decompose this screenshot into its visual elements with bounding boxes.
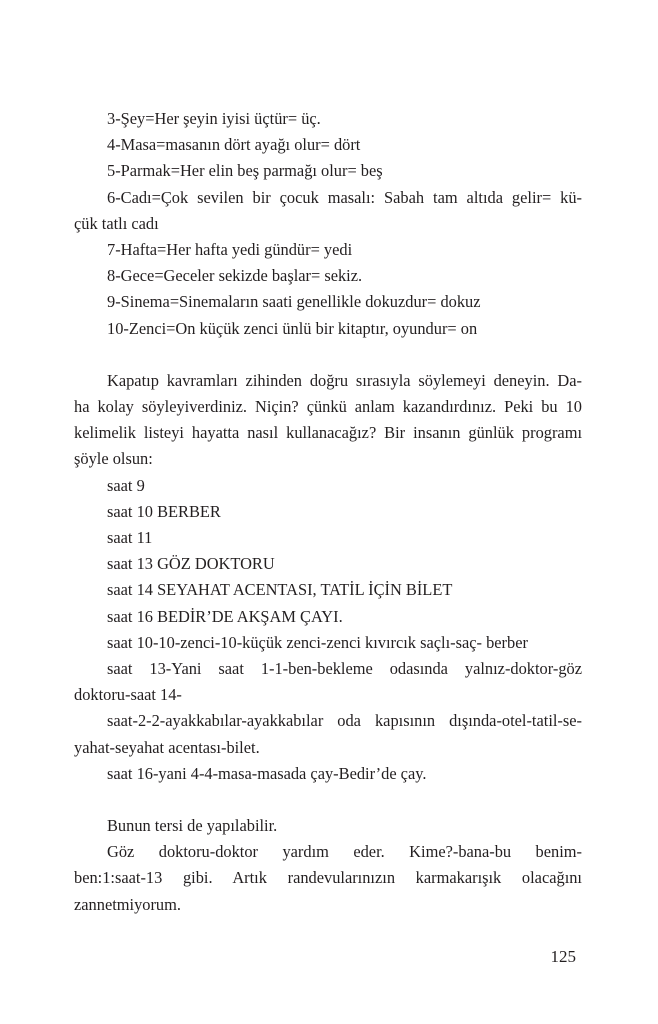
book-page-body [74, 106, 582, 918]
paragraph-line: kelimelik listeyi hayatta nasıl kullanacağız? Bir insanın günlük programı [74, 423, 582, 443]
list-item: 10-Zenci=On küçük zenci ünlü bir kitaptır, oyundur= on [107, 318, 478, 338]
page-number: 125 [550, 947, 576, 966]
paragraph-gap [74, 787, 582, 813]
list-item: 3-Şey=Her şeyin iyisi üçtür= üç. [107, 109, 321, 128]
schedule-item: saat 11 [107, 528, 153, 547]
list-item: 6-Cadı=Çok sevilen bir çocuk masalı: Sabah tam altıda gelir= kü- [107, 187, 582, 207]
list-item: 9-Sinema=Sinemaların saati genellikle dokuzdur= dokuz [107, 292, 481, 312]
list-item: 5-Parmak=Her elin beş parmağı olur= beş [107, 161, 383, 181]
schedule-item: saat 16 BEDİR’DE AKŞAM ÇAYI. [107, 606, 343, 626]
list-item-continuation: çük tatlı cadı [74, 213, 159, 233]
schedule-association: saat 16-yani 4-4-masa-masada çay-Bedir’de çay. [107, 763, 427, 783]
paragraph-gap [74, 342, 582, 368]
paragraph-line: şöyle olsun: [74, 449, 153, 469]
paragraph-line: Kapatıp kavramları zihinden doğru sırasıyla söylemeyi deneyin. Da- [107, 370, 582, 390]
paragraph-line: Bunun tersi de yapılabilir. [107, 816, 278, 836]
list-item: 4-Masa=masanın dört ayağı olur= dört [107, 135, 361, 155]
schedule-item: saat 14 SEYAHAT ACENTASI, TATİL İÇİN BİLET [107, 580, 453, 600]
schedule-item: saat 10 BERBER [107, 501, 221, 521]
paragraph-line: zannetmiyorum. [74, 894, 181, 914]
paragraph-line: Göz doktoru-doktor yardım eder. Kime?-bana-bu benim- [107, 842, 582, 862]
schedule-association: saat 10-10-zenci-10-küçük zenci-zenci kıvırcık saçlı-saç- berber [107, 632, 528, 652]
schedule-association-continuation: doktoru-saat 14- [74, 685, 182, 705]
paragraph-line: ha kolay söyleyiverdiniz. Niçin? çünkü anlam kazandırdınız. Peki bu 10 [74, 397, 582, 417]
schedule-association-continuation: yahat-seyahat acentası-bilet. [74, 737, 260, 757]
list-item: 8-Gece=Geceler sekizde başlar= sekiz. [107, 266, 363, 286]
schedule-item: saat 9 [107, 475, 145, 495]
schedule-association: saat 13-Yani saat 1-1-ben-bekleme odasında yalnız-doktor-göz [107, 658, 582, 678]
list-item: 7-Hafta=Her hafta yedi gündür= yedi [107, 239, 353, 259]
schedule-item: saat 13 GÖZ DOKTORU [107, 554, 275, 574]
paragraph-line: ben:1:saat-13 gibi. Artık randevularınızın karmakarışık olacağını [74, 868, 582, 888]
schedule-association: saat-2-2-ayakkabılar-ayakkabılar oda kapısının dışında-otel-tatil-se- [107, 711, 582, 731]
